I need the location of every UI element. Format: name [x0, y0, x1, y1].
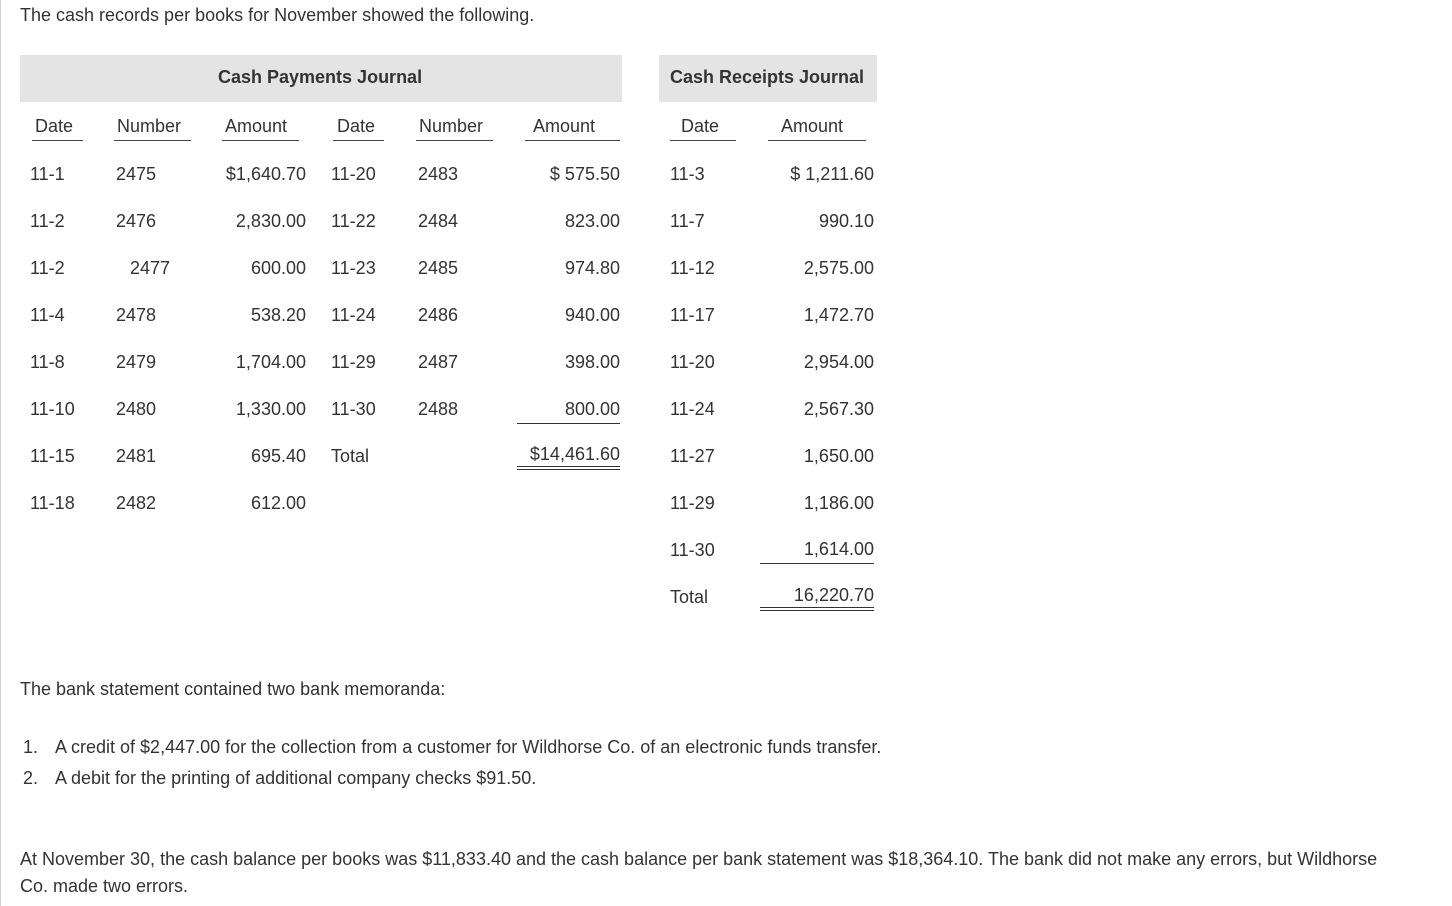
receipts-amount: 2,575.00	[803, 258, 874, 278]
payments-date: 11-18	[30, 493, 75, 513]
receipts-col-date-underline	[670, 140, 736, 141]
payments-number: 2487	[418, 352, 459, 372]
receipts-amount: $ 1,211.60	[790, 164, 874, 184]
payments-amount: 974.80	[564, 258, 620, 278]
payments-amount: 1,330.00	[235, 399, 306, 419]
payments-date: 11-29	[331, 352, 376, 372]
payments-total-double-rule	[517, 466, 620, 470]
payments-col-date-2-underline	[333, 140, 384, 141]
intro-text: The cash records per books for November showed the following.	[20, 5, 535, 25]
payments-total-amount: $14,461.60	[529, 444, 620, 464]
payments-col-amount: Amount	[225, 116, 288, 136]
payments-amount: 1,704.00	[235, 352, 306, 372]
payments-col-amount-2: Amount	[533, 116, 596, 136]
receipts-total-label: Total	[670, 587, 709, 607]
payments-amount: 538.20	[250, 305, 306, 325]
receipts-date: 11-27	[670, 446, 715, 466]
payments-number: 2476	[116, 211, 157, 231]
payments-subtotal-rule	[517, 423, 620, 424]
receipts-date: 11-20	[670, 352, 715, 372]
memo-number: 2.	[23, 768, 39, 788]
memo-text: A credit of $2,447.00 for the collection from a customer for Wildhorse Co. of an electronic funds transfer.	[55, 737, 882, 757]
receipts-total-amount: 16,220.70	[793, 585, 874, 605]
payments-amount: 612.00	[250, 493, 306, 513]
left-border	[0, 0, 1, 906]
receipts-amount: 1,614.00	[803, 539, 874, 559]
receipts-amount: 2,567.30	[803, 399, 874, 419]
payments-amount: $1,640.70	[225, 164, 306, 184]
memo-item	[20, 763, 881, 794]
payments-date: 11-4	[30, 305, 65, 325]
payments-col-number-2: Number	[419, 116, 484, 136]
memo-text: A debit for the printing of additional company checks $91.50.	[55, 768, 537, 788]
receipts-date: 11-7	[670, 211, 705, 231]
receipts-date: 11-17	[670, 305, 715, 325]
receipts-date: 11-24	[670, 399, 715, 419]
payments-date: 11-20	[331, 164, 376, 184]
payments-date: 11-23	[331, 258, 376, 278]
memo-list	[20, 732, 881, 794]
payments-col-date-2: Date	[337, 116, 376, 136]
payments-amount: 940.00	[564, 305, 620, 325]
receipts-amount: 2,954.00	[803, 352, 874, 372]
receipts-amount: 990.10	[818, 211, 874, 231]
receipts-total-double-rule	[760, 607, 874, 611]
receipts-date: 11-3	[670, 164, 705, 184]
receipts-date: 11-29	[670, 493, 715, 513]
final-paragraph: At November 30, the cash balance per books was $11,833.40 and the cash balance per bank statement was $18,364.10. The bank did not make any errors, but Wildhorse Co. made two errors.	[20, 849, 1378, 896]
receipts-date: 11-12	[670, 258, 715, 278]
receipts-amount: 1,186.00	[803, 493, 874, 513]
payments-number: 2483	[418, 164, 459, 184]
payments-date: 11-2	[30, 211, 65, 231]
payments-amount: 398.00	[564, 352, 620, 372]
payments-amount: 823.00	[564, 211, 620, 231]
payments-number: 2480	[116, 399, 157, 419]
receipts-col-date: Date	[681, 116, 720, 136]
memo-item	[20, 732, 881, 763]
payments-number: 2478	[116, 305, 157, 325]
payments-date: 11-15	[30, 446, 75, 466]
receipts-title: Cash Receipts Journal	[670, 67, 865, 87]
payments-amount: 695.40	[250, 446, 306, 466]
payments-number: 2477	[130, 258, 171, 278]
payments-total-label: Total	[331, 446, 370, 466]
payments-number: 2485	[418, 258, 459, 278]
memo-number: 1.	[23, 737, 39, 757]
payments-amount: $ 575.50	[549, 164, 620, 184]
payments-col-number-underline	[114, 140, 191, 141]
payments-col-number: Number	[117, 116, 182, 136]
payments-number: 2488	[418, 399, 459, 419]
payments-number: 2481	[116, 446, 157, 466]
payments-col-amount-2-underline	[525, 140, 620, 141]
receipts-amount: 1,650.00	[803, 446, 874, 466]
payments-number: 2479	[116, 352, 157, 372]
payments-date: 11-2	[30, 258, 65, 278]
payments-amount: 800.00	[564, 399, 620, 419]
payments-date: 11-22	[331, 211, 376, 231]
receipts-col-amount: Amount	[781, 116, 844, 136]
payments-number: 2484	[418, 211, 459, 231]
payments-number: 2475	[116, 164, 157, 184]
payments-col-amount-underline	[222, 140, 299, 141]
payments-col-date-underline	[32, 140, 83, 141]
payments-col-number-2-underline	[416, 140, 493, 141]
payments-date: 11-1	[30, 164, 65, 184]
payments-col-date: Date	[35, 116, 74, 136]
receipts-amount: 1,472.70	[803, 305, 874, 325]
payments-number: 2486	[418, 305, 459, 325]
receipts-col-amount-underline	[768, 140, 866, 141]
payments-date: 11-30	[331, 399, 376, 419]
memo-intro-text: The bank statement contained two bank memoranda:	[20, 679, 446, 699]
payments-date: 11-8	[30, 352, 65, 372]
payments-date: 11-24	[331, 305, 376, 325]
payments-number: 2482	[116, 493, 157, 513]
payments-amount: 600.00	[250, 258, 306, 278]
payments-amount: 2,830.00	[235, 211, 306, 231]
receipts-date: 11-30	[670, 540, 715, 560]
receipts-subtotal-rule	[760, 563, 874, 564]
payments-title: Cash Payments Journal	[218, 67, 423, 87]
payments-date: 11-10	[30, 399, 75, 419]
